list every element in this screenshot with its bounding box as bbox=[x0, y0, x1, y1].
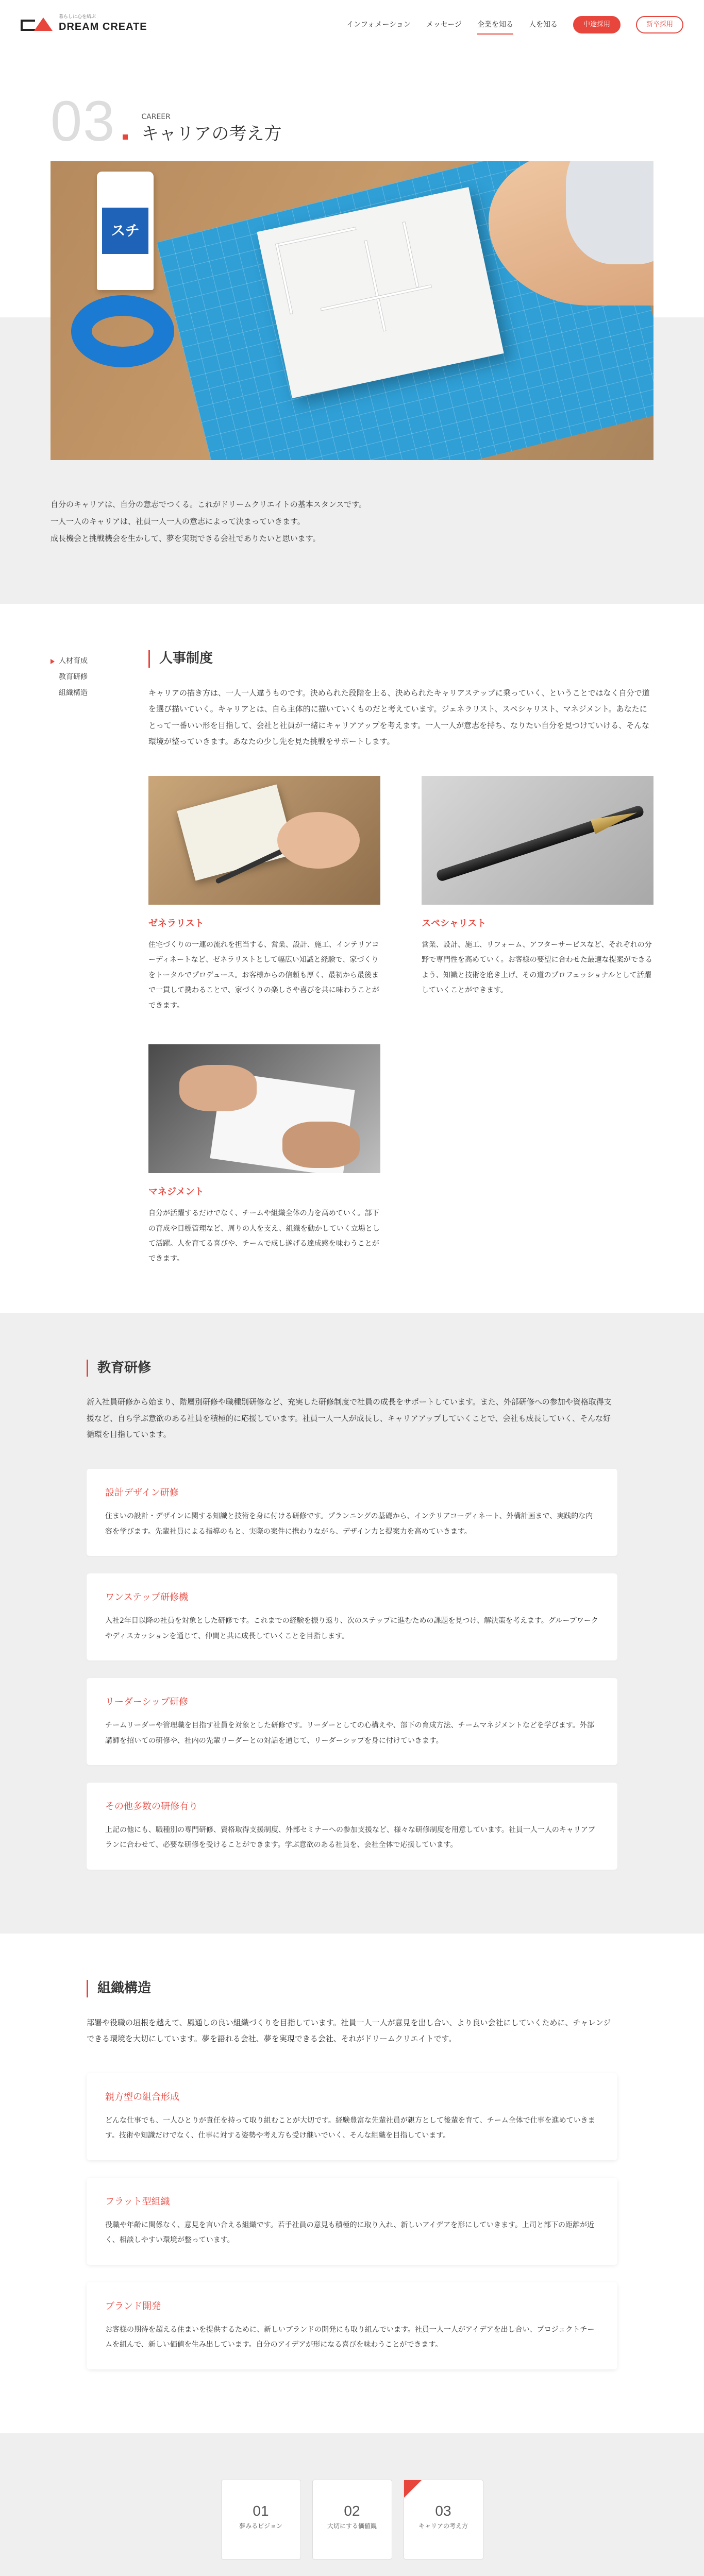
role-title: ゼネラリスト bbox=[148, 918, 204, 929]
org-card-text: 役職や年齢に関係なく、意見を言い合える組織です。若手社員の意見も積極的に取り入れ、新しいアイデアを形にしていきます。上司と部下の距離が近く、相談しやすい環境が整っています。 bbox=[105, 2221, 595, 2245]
role-manager bbox=[148, 1044, 380, 1267]
org-card bbox=[87, 2073, 617, 2160]
role-title: スペシャリスト bbox=[422, 918, 487, 929]
training-card bbox=[87, 1678, 617, 1765]
training-card-text: 入社2年目以降の社員を対象とした研修です。これまでの経験を振り返り、次のステップに進むための課題を見つけ、解決策を考えます。グループワークやディスカッションを通じて、仲間と共に成長していくことを目指します。 bbox=[105, 1617, 598, 1640]
page-card-vision[interactable] bbox=[221, 2480, 301, 2560]
role-desc: 自分が活躍するだけでなく、チームや組織全体の力を高めていく。部下の育成や目標管理など、周りの人を支え、組織を動かしていく立場として活躍。人を育てる喜びや、チームで成し遂げる達成感を味わうことができます。 bbox=[148, 1209, 380, 1263]
specialist-image bbox=[422, 776, 653, 905]
side-nav-org[interactable]: 組織構造 bbox=[59, 688, 88, 697]
org-card-title: 親方型の組合形成 bbox=[105, 2091, 179, 2103]
title-dot-icon bbox=[123, 134, 128, 140]
generalist-image bbox=[148, 776, 380, 905]
site-logo[interactable] bbox=[21, 14, 147, 35]
training-card-title: リーダーシップ研修 bbox=[105, 1696, 189, 1707]
tape-roll bbox=[71, 295, 174, 367]
page-card-num: 02 bbox=[344, 2502, 360, 2519]
hr-heading: 人事制度 bbox=[148, 650, 653, 668]
page-nav-section bbox=[0, 2433, 704, 2576]
logo-text bbox=[59, 14, 147, 35]
hero-text-line: 自分のキャリアは、自分の意志でつくる。これがドリームクリエイトの基本スタンスです。 bbox=[51, 500, 367, 509]
training-card-title: その他多数の研修有り bbox=[105, 1801, 198, 1812]
org-card-text: どんな仕事でも、一人ひとりが責任を持って取り組むことが大切です。経験豊富な先輩社員が親方として後輩を育て、チーム全体で仕事を進めていきます。技術や知識だけでなく、仕事に対する姿勢や考え方も受け継いでいく、そんな組織を目指しています。 bbox=[105, 2116, 595, 2140]
side-nav bbox=[51, 650, 112, 1267]
role-title: マネジメント bbox=[148, 1186, 204, 1197]
side-nav-training[interactable]: 教育研修 bbox=[59, 672, 88, 681]
page-title-ja: キャリアの考え方 bbox=[141, 124, 282, 145]
org-card-title: フラット型組織 bbox=[105, 2196, 170, 2207]
page-card-text: 夢みるビジョン bbox=[239, 2522, 282, 2530]
new-grad-recruit-button[interactable]: 新卒採用 bbox=[636, 16, 683, 34]
role-generalist bbox=[148, 776, 380, 1013]
org-card bbox=[87, 2282, 617, 2369]
role-desc: 営業、設計、施工、リフォーム、アフターサービスなど、それぞれの分野で専門性を高めていく。お客様の要望に合わせた最適な提案ができるよう、知識と技術を磨き上げ、その道のプロフェッショナルとして活躍していくことができます。 bbox=[422, 940, 652, 995]
training-heading: 教育研修 bbox=[87, 1360, 617, 1377]
hero-text-line: 成長機会と挑戦機会を生かして、夢を実現できる会社でありたいと思います。 bbox=[51, 534, 321, 543]
training-card-text: 住まいの設計・デザインに関する知識と技術を身に付ける研修です。プランニングの基礎から、インテリアコーディネート、外構計画まで、実践的な内容を学びます。先輩社員による指導のもと、実際の案件に携わりながら、デザイン力と提案力を高めていきます。 bbox=[105, 1512, 593, 1536]
side-nav-hr[interactable]: 人材育成 bbox=[51, 653, 112, 669]
hero-text bbox=[51, 496, 653, 547]
role-grid bbox=[148, 776, 653, 1267]
training-card bbox=[87, 1783, 617, 1870]
training-card bbox=[87, 1469, 617, 1556]
page-title bbox=[51, 90, 653, 153]
org-card-title: ブランド開発 bbox=[105, 2300, 161, 2312]
nav-people[interactable]: 人を知る bbox=[528, 20, 558, 29]
hero-image bbox=[51, 161, 653, 460]
page-title-en: CAREER bbox=[141, 112, 171, 121]
glue-bottle bbox=[97, 172, 154, 290]
org-card bbox=[87, 2178, 617, 2265]
page-card-values[interactable] bbox=[312, 2480, 392, 2560]
role-specialist bbox=[422, 776, 653, 1013]
hr-lead: キャリアの描き方は、一人一人違うものです。決められた段階を上る、決められたキャリアステップに乗っていく、ということではなく自分で道を選び描いていく。キャリアとは、自ら主体的に描いていくものだと考えています。ジェネラリスト、スペシャリスト、マネジメント。あなたにとって一番いい形を目指して、会社と社員が一緒にキャリアアップを考えます。一人一人が意志を持ち、なりたい自分を見つけていける、そんな環境が整っていきます。あなたの少し先を見た挑戦をサポートします。 bbox=[148, 688, 650, 747]
page-card-num: 03 bbox=[435, 2502, 451, 2519]
page-cards bbox=[0, 2454, 704, 2576]
hero-text-line: 一人一人のキャリアは、社員一人一人の意志によって決まっていきます。 bbox=[51, 517, 305, 526]
page-number: 03 bbox=[51, 90, 116, 153]
training-card-text: 上記の他にも、職種別の専門研修、資格取得支援制度、外部セミナーへの参加支援など、様々な研修制度を用意しています。社員一人一人のキャリアプランに合わせて、必要な研修を受けることができます。学ぶ意欲のある社員を、会社全体で応援しています。 bbox=[105, 1826, 595, 1850]
nav-company[interactable]: 企業を知る bbox=[477, 16, 513, 34]
org-section bbox=[0, 1934, 704, 2433]
global-nav bbox=[346, 16, 683, 34]
org-heading: 組織構造 bbox=[87, 1980, 617, 1997]
page-card-num: 01 bbox=[253, 2502, 269, 2519]
hr-section bbox=[0, 604, 704, 1313]
role-desc: 住宅づくりの一連の流れを担当する、営業、設計、施工、インテリアコーディネートなど、ゼネラリストとして幅広い知識と経験で、家づくりをトータルでプロデュース。お客様からの信頼も厚く、最初から最後まで一貫して携わることで、家づくりの楽しさや喜びを共に味わうことができます。 bbox=[148, 940, 379, 1010]
bottle-label: スチ 250 bbox=[102, 208, 148, 254]
hero bbox=[0, 49, 704, 604]
org-lead: 部署や役職の垣根を越えて、風通しの良い組織づくりを目指しています。社員一人一人が意見を出し合い、より良い会社にしていくために、チャレンジできる環境を大切にしています。夢を語れる会社、夢を実現できる会社、それがドリームクリエイトです。 bbox=[87, 2018, 611, 2044]
training-lead: 新入社員研修から始まり、階層別研修や職種別研修など、充実した研修制度で社員の成長をサポートしています。また、外部研修への参加や資格取得支援など、自ら学ぶ意欲のある社員を積極的に応援しています。社員一人一人が成長し、キャリアアップしていくことで、会社も成長していく、そんな好循環を目指しています。 bbox=[87, 1397, 612, 1439]
training-card-title: ワンステップ研修機 bbox=[105, 1591, 189, 1603]
site-header bbox=[0, 0, 704, 49]
training-section bbox=[0, 1313, 704, 1934]
logo-name: DREAM CREATE bbox=[59, 21, 147, 33]
nav-information[interactable]: インフォメーション bbox=[346, 20, 411, 29]
training-card-title: 設計デザイン研修 bbox=[105, 1487, 179, 1498]
page-card-text: キャリアの考え方 bbox=[418, 2522, 468, 2530]
org-card-text: お客様の期待を超える住まいを提供するために、新しいブランドの開発にも取り組んでいます。社員一人一人がアイデアを出し合い、プロジェクトチームを組んで、新しい価値を生み出しています。自分のアイデアが形になる喜びを味わうことができます。 bbox=[105, 2325, 595, 2349]
manager-image bbox=[148, 1044, 380, 1173]
training-card bbox=[87, 1573, 617, 1660]
page-card-career[interactable] bbox=[404, 2480, 483, 2560]
logo-tagline: 暮らしに心を結ぶ bbox=[59, 14, 96, 20]
nav-message[interactable]: メッセージ bbox=[426, 20, 462, 29]
logo-mark-icon bbox=[21, 18, 54, 32]
page-card-text: 大切にする価値観 bbox=[327, 2522, 377, 2530]
career-recruit-button[interactable]: 中途採用 bbox=[573, 16, 621, 34]
training-card-text: チームリーダーや管理職を目指す社員を対象とした研修です。リーダーとしての心構えや、部下の育成方法、チームマネジメントなどを学びます。外部講師を招いての研修や、社内の先輩リーダーとの対話を通じて、リーダーシップを身に付けていきます。 bbox=[105, 1721, 594, 1745]
